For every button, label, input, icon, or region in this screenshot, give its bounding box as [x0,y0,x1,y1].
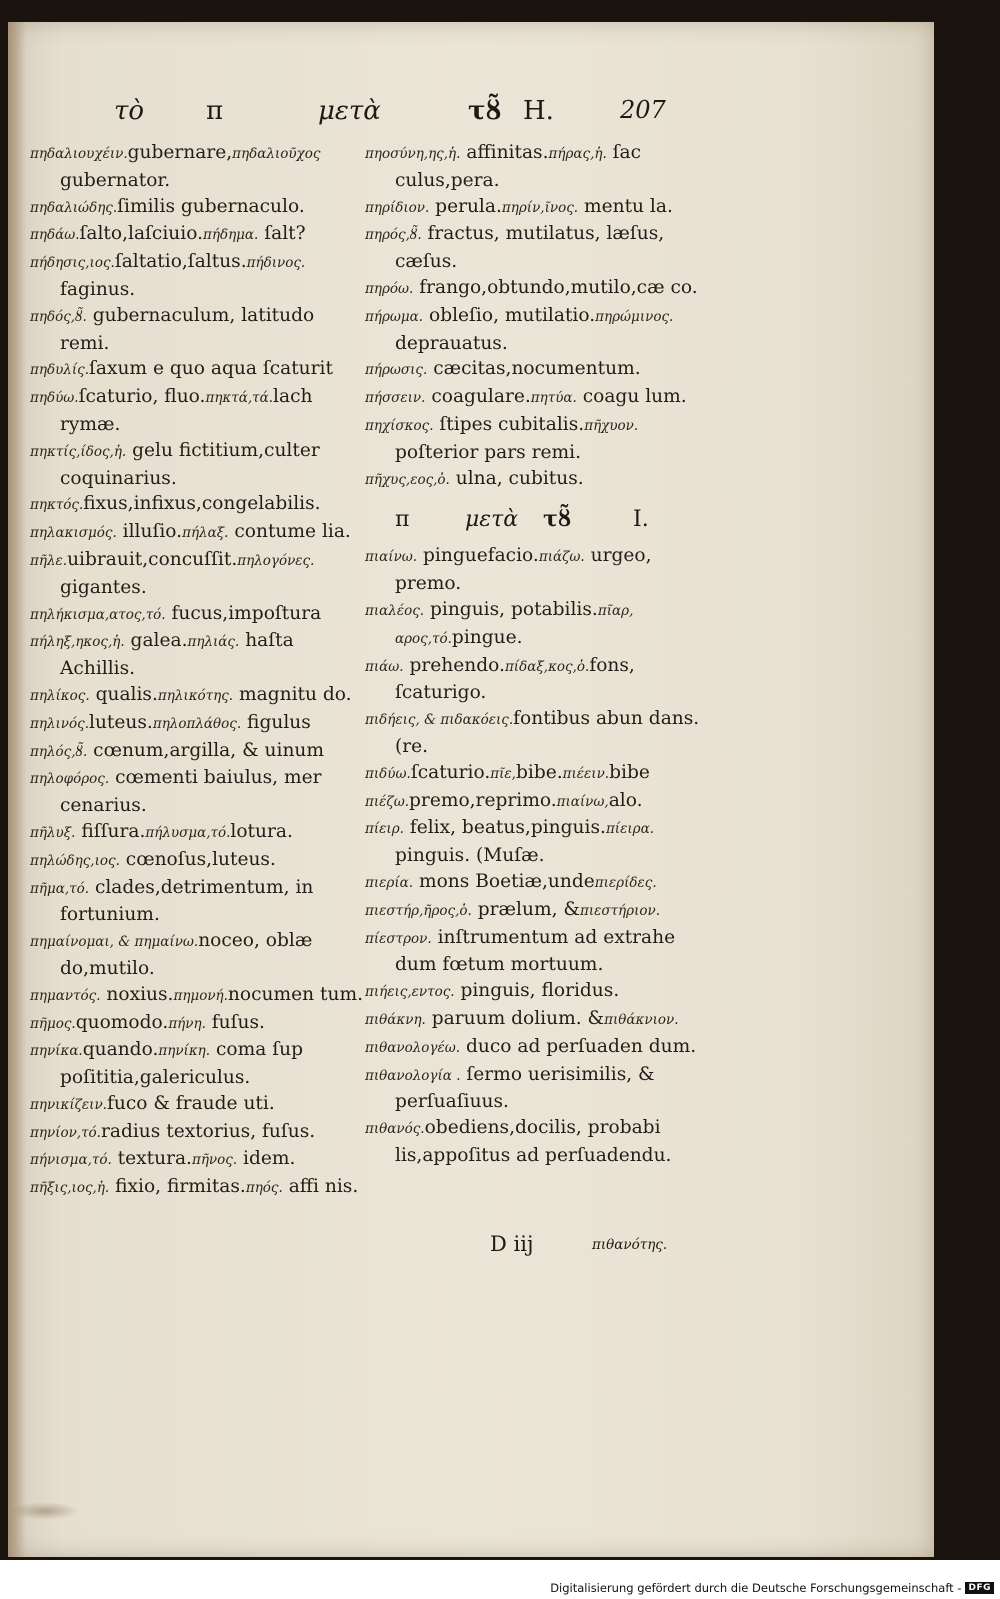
latin-gloss: pinguis. (Muſæ. [395,845,545,867]
greek-headword: πηκτά,τά. [205,390,274,407]
dictionary-entry [30,682,365,710]
greek-headword: πηρίδιον. [365,199,430,216]
subheading-next-letter: I. [633,507,649,533]
greek-headword: πήρας,ἡ. [548,146,607,162]
latin-gloss: gubernare, [127,142,233,163]
greek-headword: πιθανός. [365,1121,425,1138]
dictionary-entry [365,466,701,494]
running-head-meta: μετὰ [318,96,381,126]
dictionary-entry [365,653,701,707]
latin-gloss: ſac culus,pera. [395,142,642,191]
greek-headword: πῆξις,ιος,ἡ. [30,1180,110,1197]
dictionary-entry [30,765,365,819]
latin-gloss: lotura. [230,820,293,842]
greek-headword: πήλαξ. [182,525,229,542]
dictionary-entry [365,597,701,653]
latin-gloss: coagu lum. [576,386,687,408]
greek-headword: πηδυλίς. [30,362,89,379]
dictionary-entry [30,140,365,194]
dictionary-entry [30,847,365,875]
latin-gloss: duco ad perſuaden dum. [460,1035,697,1057]
latin-gloss: pinguis, potabilis. [424,598,598,620]
latin-gloss: quando. [82,1039,159,1061]
greek-headword: πηρώμινος. [595,308,674,325]
latin-gloss: luteus. [89,711,153,733]
latin-gloss: figulus [241,711,311,733]
latin-gloss: cœmenti baiulus, mer cenarius. [60,767,322,817]
latin-gloss: urgeo, premo. [395,545,652,595]
latin-gloss: quomodo. [75,1011,169,1033]
digitization-credit [550,1580,994,1596]
greek-headword: πήλυσμα,τό. [145,824,231,841]
latin-gloss: fons, ſcaturigo. [395,654,635,704]
dictionary-entry [365,221,701,275]
dictionary-entry [30,1119,365,1147]
latin-gloss: haſta Achillis. [60,630,294,680]
latin-gloss: lach rymæ. [60,386,313,435]
latin-gloss: prehendo. [403,654,505,676]
greek-headword: πιέζω. [365,793,410,810]
greek-headword: πιδήεις, & πιδακόεις. [365,712,514,729]
greek-headword: πιδύω. [365,765,411,782]
latin-gloss: fiſſura. [75,820,146,842]
latin-gloss: premo,reprimo. [409,789,557,811]
running-head [60,96,680,136]
greek-headword: πηλός,ȣ̃. [30,743,88,760]
latin-gloss: bibe [609,761,650,783]
latin-gloss: noceo, oblæ do,mutilo. [60,930,313,979]
latin-gloss: deprauatus. [395,332,508,354]
dictionary-entry [365,275,701,303]
latin-gloss: faginus. [60,278,136,300]
greek-headword: πίδαξ,κος,ὁ. [504,658,590,675]
greek-headword: πίεστρον. [365,930,432,947]
greek-headword: πιθάκνη. [365,1011,426,1028]
greek-headword: πῆμος. [30,1015,76,1032]
latin-gloss: ſtipes cubitalis. [433,413,585,435]
greek-headword: πητύα. [530,390,577,407]
running-head-article-right: τȣ̃ [468,96,502,126]
dictionary-entry [365,869,701,897]
greek-headword: πηνικίζειν. [30,1096,107,1113]
latin-gloss: gigantes. [60,576,147,598]
page-footer [490,1232,710,1262]
dictionary-entry [30,1010,365,1038]
catchword: πιθανότης. [592,1237,668,1253]
greek-headword: πηνίον,τό. [30,1124,101,1141]
latin-gloss: idem. [237,1148,296,1170]
greek-headword: πιαίνω, [556,793,609,810]
latin-gloss: ſermo uerisimilis, & perſuaſiuus. [395,1063,655,1113]
right-column-top-entries [365,140,701,493]
latin-gloss: qualis. [89,683,158,705]
latin-gloss: textura. [111,1148,192,1170]
dictionary-entry [30,519,365,547]
latin-gloss: clades,detrimentum, in fortunium. [60,876,314,926]
greek-headword: πηλακισμός. [30,525,117,542]
dictionary-entry [30,194,365,222]
latin-gloss: cœnoſus,luteus. [119,848,276,870]
greek-headword: πηδύω. [30,390,79,407]
dictionary-entry [30,547,365,601]
greek-headword: πηλοφόρος. [30,771,110,788]
dictionary-entry [365,384,701,412]
greek-headword: πημονή. [173,987,228,1004]
greek-headword: πήσσειν. [365,390,426,407]
dictionary-entry [365,303,701,357]
greek-headword: πηνίκη. [158,1043,211,1060]
greek-headword: πιαίνω. [365,549,418,566]
greek-headword: πῆχυς,εος,ὁ. [365,471,450,488]
greek-headword: πῆμα,τό. [30,880,90,897]
latin-gloss: fuſus. [205,1011,265,1033]
latin-gloss: obediens,docilis, probabi lis,appoſitus ad perſuadendu. [395,1117,672,1166]
dictionary-entry [30,303,365,357]
greek-headword: πῖε, [490,765,516,782]
greek-headword: πηδαλιοῦχος [232,146,321,162]
subheading-article: τȣ̃ [543,506,572,533]
greek-headword: πήδησις,ιος. [30,255,115,272]
dictionary-entry [30,982,365,1010]
dictionary-entry [365,412,701,466]
latin-gloss: gubernaculum, latitudo remi. [60,304,315,354]
dictionary-entry [30,738,365,766]
latin-gloss: bibe. [515,761,563,783]
greek-headword: πηός. [245,1180,283,1197]
greek-headword: πηδάω. [30,227,80,244]
dictionary-entry [30,491,365,519]
latin-gloss: frango,obtundo,mutilo,cæ co. [413,276,698,298]
dictionary-entry [30,384,365,438]
running-head-letter-right: H. [523,96,554,126]
dictionary-entry [365,925,701,979]
latin-gloss: fuco & fraude uti. [106,1092,275,1114]
greek-headword: πηλώδης,ιος. [30,852,120,869]
latin-gloss: cæcitas,nocumentum. [427,358,641,380]
greek-headword: πημαίνομαι, & πημαίνω. [30,934,199,951]
right-column-bottom-entries [365,543,701,1168]
latin-gloss: affinitas. [460,142,549,163]
latin-gloss: ſalt? [258,223,306,245]
greek-headword: πιερία. [365,874,414,891]
greek-headword: πῆνος. [191,1152,238,1169]
dictionary-entry [365,1034,701,1062]
greek-headword: πηρόω. [365,280,414,297]
latin-gloss: ſaxum e quo aqua ſcaturit [89,358,333,380]
dictionary-entry [30,438,365,492]
latin-gloss: inſtrumentum ad extrahe dum fœtum mortuum. [395,926,676,976]
dictionary-entry [30,819,365,847]
greek-headword: πήρωμα. [365,308,424,325]
latin-gloss: alo. [608,789,643,811]
subheading-meta: μετὰ [465,507,519,533]
latin-gloss: pinguefacio. [417,545,539,567]
dictionary-entry [365,356,701,384]
dictionary-entry [30,1091,365,1119]
dictionary-entry [30,1174,365,1202]
greek-headword: πηκτός. [30,497,84,514]
dictionary-entry [365,543,701,597]
latin-gloss: fucus,impoſtura [165,602,322,624]
latin-gloss: ſalto,laſciuio. [79,223,203,245]
greek-headword: πιθανολογία . [365,1067,461,1084]
signature-mark: D iij [490,1232,534,1256]
latin-gloss: illuſio. [116,521,183,543]
dfg-logo: DFG [965,1582,994,1594]
right-column [365,140,701,1169]
latin-gloss: affi nis. [282,1176,359,1198]
latin-gloss: noxius. [100,983,174,1005]
dictionary-entry [30,1037,365,1091]
greek-headword: πίειρα. [605,821,654,838]
page-number: 207 [620,96,666,124]
credit-text: Digitalisierung gefördert durch die Deutsche Forschungsgemeinschaft - [550,1581,962,1595]
latin-gloss: ſcaturio. [410,761,491,783]
greek-headword: πηλικότης. [157,687,234,704]
greek-headword: πιαλέος. [365,602,425,619]
latin-gloss: gelu fictitium,culter coquinarius. [60,439,320,489]
latin-gloss: contume lia. [228,521,351,543]
latin-gloss: mentu la. [578,195,673,217]
greek-headword: πηλογόνες. [237,552,315,569]
greek-headword: πήδημα. [202,227,259,244]
dictionary-entry [30,628,365,682]
greek-headword: πηδαλιουχέιν. [30,146,128,162]
latin-gloss: ulna, cubitus. [449,467,584,489]
greek-headword: πήληξ,ηκος,ἡ. [30,634,125,651]
latin-gloss: poſterior pars remi. [395,441,581,463]
dictionary-entry [30,875,365,929]
greek-headword: πιέειν. [562,765,610,782]
page-gutter-shadow [8,22,26,1557]
dictionary-entry [365,194,701,222]
greek-headword: πηρίν,ῖνος. [501,199,579,216]
greek-headword: πηδαλιώδης. [30,199,118,216]
greek-headword: πιθανολογέω. [365,1039,461,1056]
greek-headword: πῆλε. [30,552,68,569]
latin-gloss: mons Boetiæ,unde [413,870,595,892]
dictionary-entry [30,356,365,384]
greek-headword: πηλίκος. [30,687,90,704]
latin-gloss: fixus,infixus,congelabilis. [83,493,321,515]
latin-gloss: ſaltatio,ſaltus. [114,251,247,273]
greek-headword: πιεστήρ,ῆρος,ὁ. [365,902,472,919]
dictionary-entry [365,760,701,788]
greek-headword: πήνισμα,τό. [30,1152,112,1169]
dictionary-entry [365,140,701,194]
latin-gloss: radius textorius, fuſus. [100,1120,316,1142]
running-head-article-left: τὸ [114,96,145,126]
greek-headword: πηρός,ȣ̃. [365,227,422,244]
greek-headword: πιήεις,εντος. [365,984,455,1001]
latin-gloss: nocumen tum. [227,983,363,1005]
dictionary-entry [30,1146,365,1174]
latin-gloss: prælum, & [471,898,580,920]
latin-gloss: paruum dolium. & [425,1007,605,1029]
greek-headword: πηδός,ȣ̃. [30,308,87,325]
latin-gloss: ſimilis gubernaculo. [117,195,305,217]
dictionary-entry [30,710,365,738]
dictionary-entry [30,601,365,629]
greek-headword: πήρωσις. [365,362,428,379]
greek-headword: πιεστήριον. [579,902,660,919]
greek-headword: πηκτίς,ίδος,ἡ. [30,443,127,460]
latin-gloss: fractus, mutilatus, læſus, cæſus. [395,223,665,273]
left-column [30,140,365,1202]
latin-gloss: magnitu do. [233,683,352,705]
running-head-letter-left: π [206,96,224,126]
dictionary-entry [365,897,701,925]
latin-gloss: fixio, firmitas. [109,1176,246,1198]
latin-gloss: ſcaturio, fluo. [78,386,206,408]
latin-gloss: galea. [124,630,188,652]
latin-gloss: felix, beatus,pinguis. [403,817,606,839]
greek-headword: πηοσύνη,ης,ἡ. [365,146,461,162]
greek-headword: πήνη. [168,1015,206,1032]
latin-gloss: perula. [429,195,502,217]
greek-headword: πῖαρ, αρος,τό. [395,602,634,647]
latin-gloss: uibrauit,concuſſit. [67,548,238,570]
greek-headword: πιερίδες. [594,874,657,891]
dictionary-entry [365,978,701,1006]
greek-headword: πηλινός. [30,715,89,732]
latin-gloss: obleſio, mutilatio. [423,304,596,326]
greek-headword: πηχίσκος. [365,417,434,434]
dictionary-entry [30,221,365,249]
greek-headword: πῆχυον. [584,417,639,434]
latin-gloss: pinguis, floridus. [454,980,620,1002]
dictionary-entry [365,815,701,869]
greek-headword: πήδινος. [246,255,306,272]
latin-gloss: coagulare. [425,386,531,408]
greek-headword: πηλοπλάθος. [152,715,242,732]
dictionary-entry [30,928,365,982]
page-stain [10,1502,80,1520]
greek-headword: πηλιάς. [187,634,240,651]
dictionary-entry [365,1062,701,1116]
greek-headword: πηνίκα. [30,1043,83,1060]
greek-headword: πῆλυξ. [30,824,76,841]
greek-headword: πιάω. [365,658,404,675]
latin-gloss: gubernator. [60,169,171,191]
dictionary-entry [30,249,365,303]
dictionary-entry [365,706,701,760]
latin-gloss: coma ſup poſititia,galericulus. [60,1039,303,1089]
latin-gloss: cœnum,argilla, & uinum [87,739,325,761]
dictionary-entry [365,1115,701,1169]
section-subheading [365,493,701,543]
greek-headword: πηλήκισμα,ατος,τό. [30,606,166,623]
subheading-letter: π [395,507,410,533]
greek-headword: πιάζω. [538,549,585,566]
greek-headword: πιθάκνιον. [604,1011,679,1028]
greek-headword: πίειρ. [365,821,404,838]
dictionary-entry [365,788,701,816]
greek-headword: πημαντός. [30,987,101,1004]
dictionary-entry [365,1006,701,1034]
latin-gloss: pingue. [451,626,523,648]
latin-gloss: fontibus abun dans. (re. [395,708,700,757]
